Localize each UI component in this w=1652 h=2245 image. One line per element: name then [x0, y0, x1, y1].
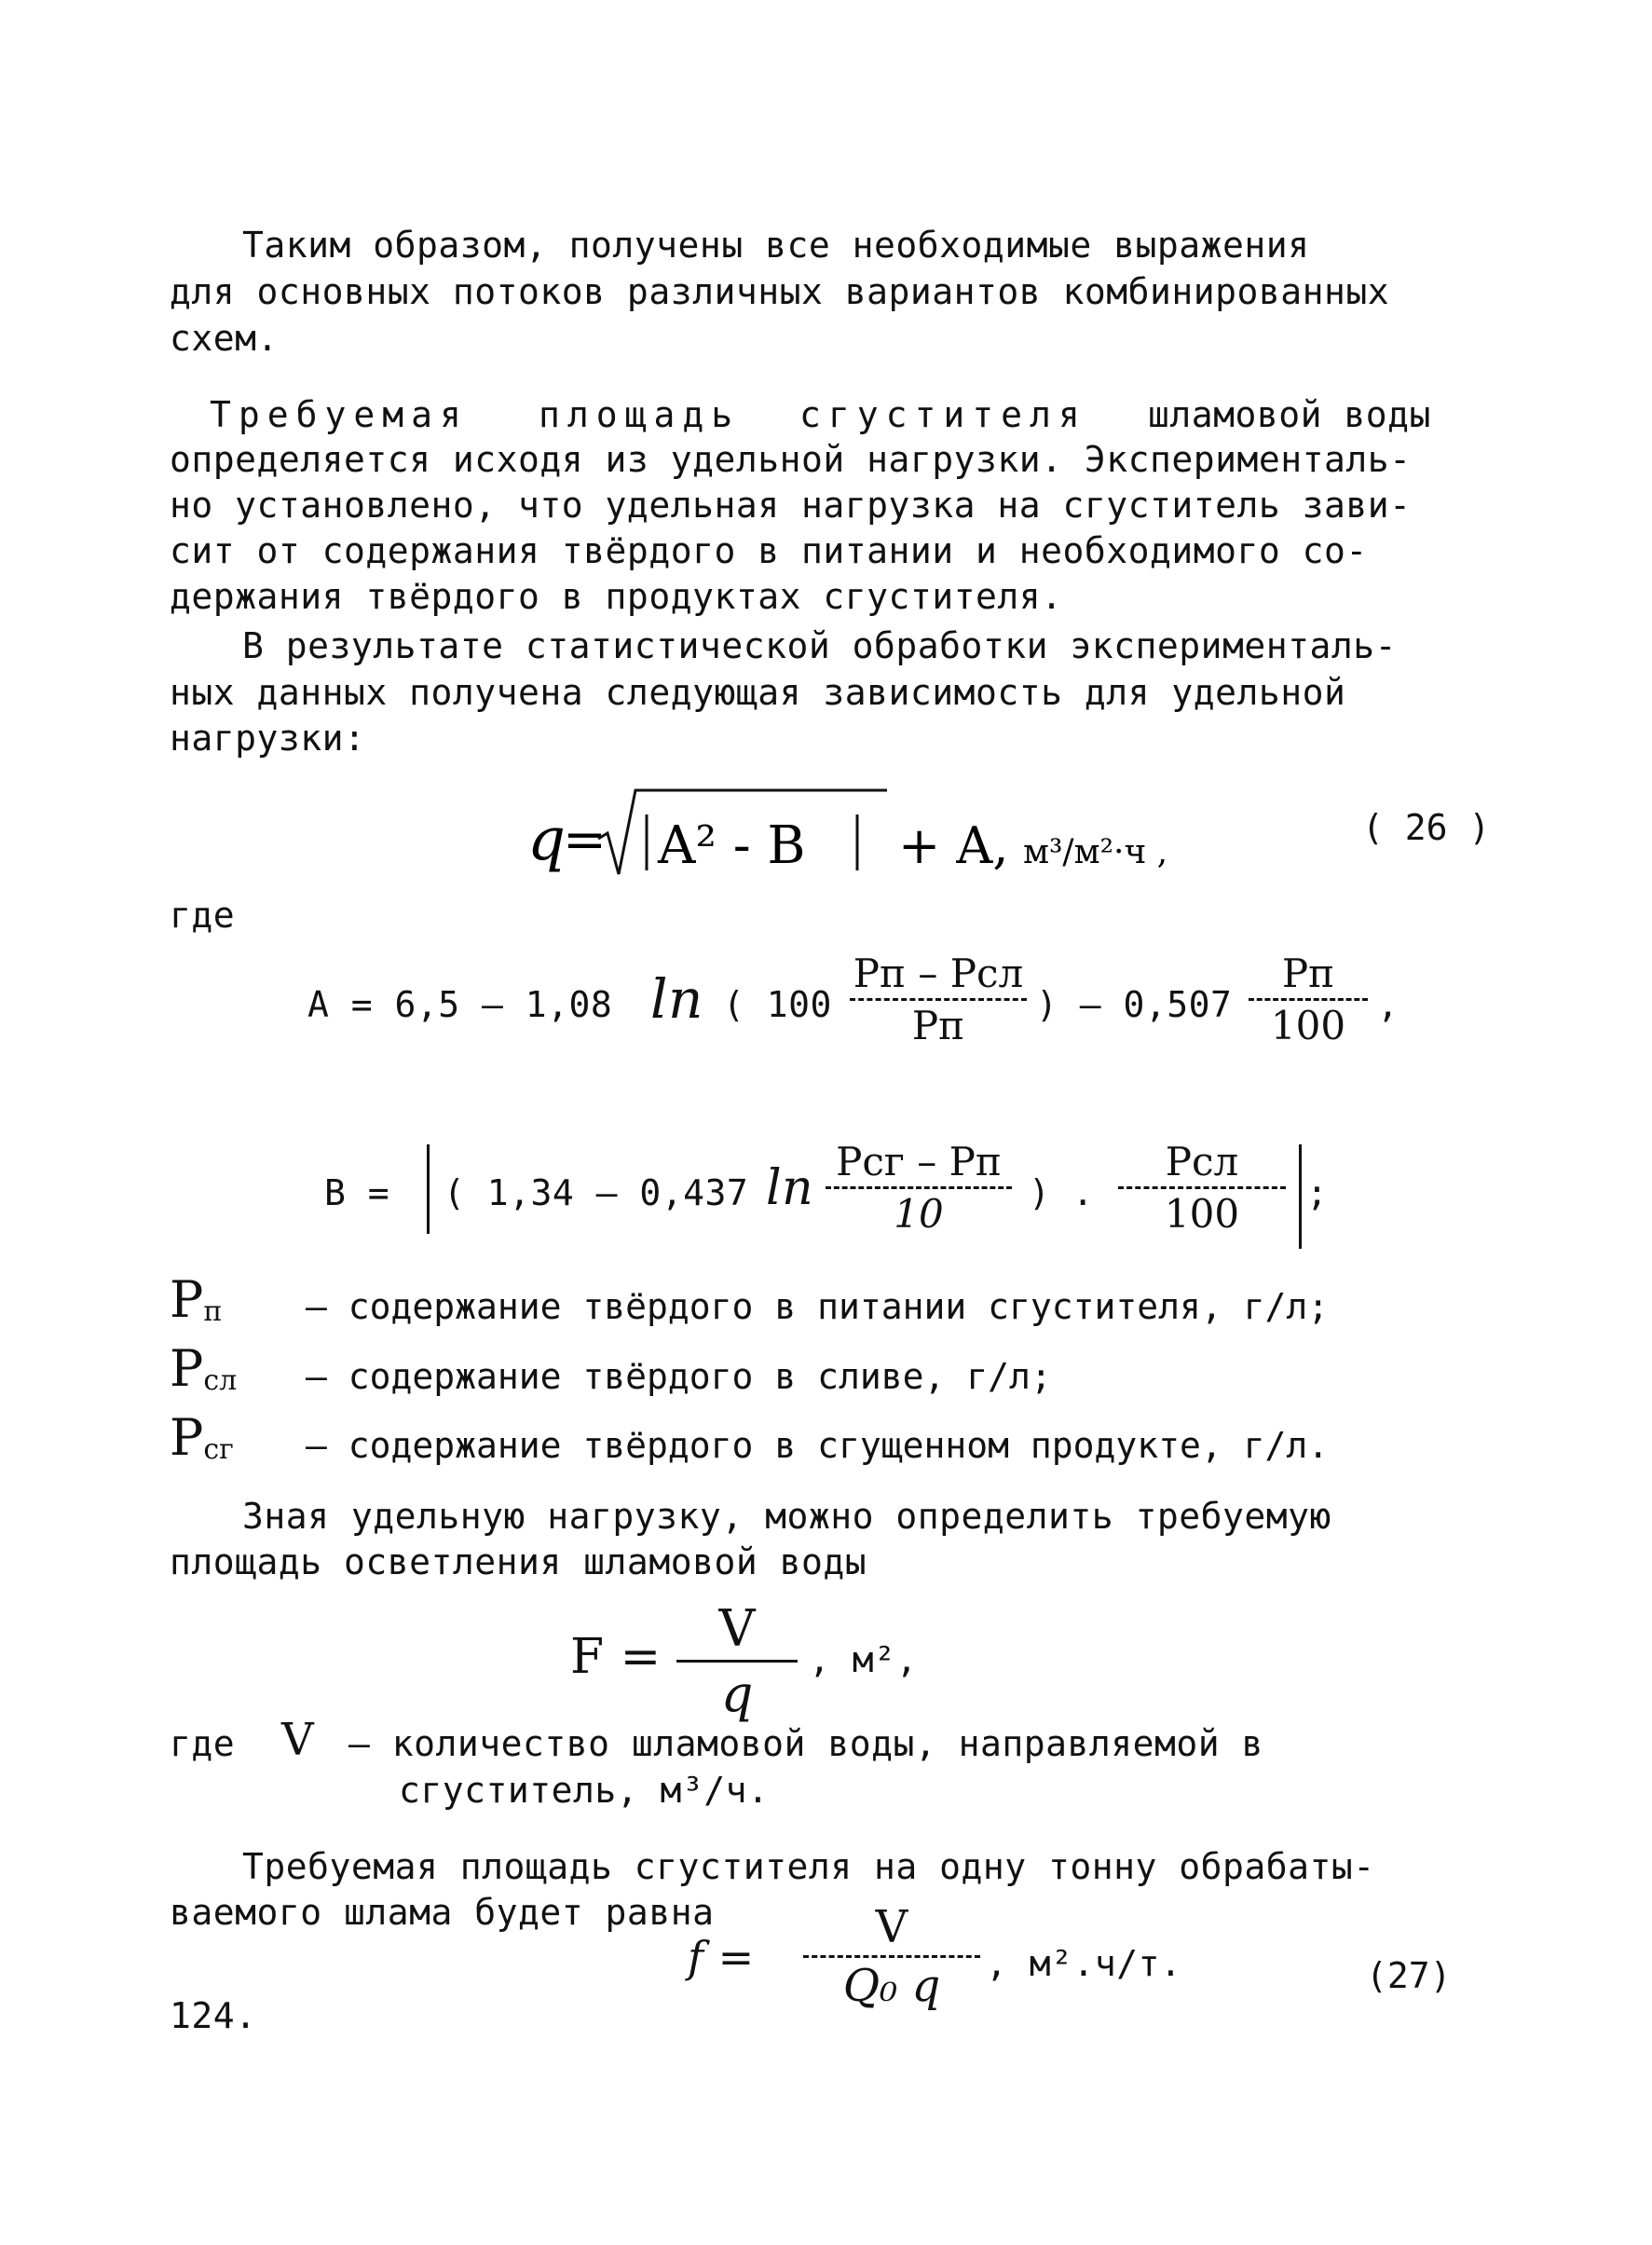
eq26-units: м³/м²·ч , — [1023, 833, 1168, 871]
eqA-den: Pп — [911, 1003, 965, 1048]
where-label-2: где — [170, 1723, 236, 1764]
para2-line1-rest: шламовой воды — [1148, 394, 1431, 435]
abs-bar-left — [427, 1144, 430, 1234]
eqB-fraction-1 — [826, 1139, 1012, 1237]
v-symbol: V — [281, 1714, 315, 1766]
eqA-open: ( 100 — [723, 984, 832, 1025]
eqA-num: Pп – Pсл — [853, 951, 1024, 996]
def-symbol-psg: $P_{сг}$ — [170, 1408, 234, 1467]
eqB-fraction-2 — [1118, 1139, 1286, 1237]
eqA-den2: 100 — [1270, 1003, 1346, 1048]
eq27-den: Q₀ q — [842, 1960, 941, 2012]
def-text-psl: – содержание твёрдого в сливе, г/л; — [306, 1356, 1052, 1397]
para3-line2: ных данных получена следующая зависимость для удельной — [170, 672, 1346, 713]
eqA-fraction-2 — [1249, 951, 1368, 1048]
eq27-lhs: f = — [688, 1932, 755, 1982]
eq27-fraction — [803, 1901, 980, 2012]
para2-line4: сит от содержания твёрдого в питании и необходимого со- — [170, 530, 1368, 571]
eq27-units: , м².ч/т. — [986, 1943, 1182, 1984]
def-symbol-pp: $P_п$ — [170, 1270, 223, 1329]
eqB-ln: ln — [766, 1160, 814, 1216]
eqB-open: ( 1,34 – 0,437 — [444, 1172, 749, 1213]
svg-text:=: = — [563, 810, 607, 870]
para2-line2: определяется исходя из удельной нагрузки. Эксперименталь- — [170, 439, 1412, 480]
eq26-radicand: A² - B — [658, 815, 806, 876]
para2-line5: держания твёрдого в продуктах сгустителя. — [170, 576, 1063, 617]
eq26-number: ( 26 ) — [1362, 807, 1491, 848]
eq27-number: (27) — [1366, 1955, 1452, 1996]
abs-bar-right — [1299, 1144, 1302, 1249]
para2-word1: Требуемая — [210, 394, 469, 435]
para5-line2: ваемого шлама будет равна — [170, 1892, 715, 1933]
eqB-den: 10 — [894, 1191, 944, 1237]
para1-line2: для основных потоков различных вариантов комбинированных — [170, 271, 1390, 312]
def-text-psg: – содержание твёрдого в сгущенном продукте, г/л. — [306, 1425, 1330, 1466]
where-label-1: где — [170, 895, 236, 936]
eqB-den2: 100 — [1164, 1191, 1240, 1237]
eqB-close: ) . — [1029, 1172, 1095, 1213]
eqA-lhs: A = 6,5 – 1,08 — [307, 984, 613, 1025]
para2-word3: сгустителя — [799, 394, 1087, 435]
eqF-lhs: F = — [570, 1629, 662, 1685]
equation-26 — [522, 773, 1472, 885]
eqA-num2: Pп — [1281, 951, 1335, 996]
v-definition-line2: сгуститель, м³/ч. — [399, 1770, 770, 1811]
eqF-units: , м², — [809, 1639, 918, 1680]
para2-word2: площадь — [539, 394, 741, 435]
def-symbol-psl: $P_{сл}$ — [170, 1339, 238, 1398]
def-text-pp: – содержание твёрдого в питании сгустителя, г/л; — [306, 1286, 1330, 1327]
eqF-fraction — [676, 1599, 798, 1723]
page-number: 124. — [170, 1995, 257, 2036]
v-definition-line1: – количество шламовой воды, направляемой в — [348, 1723, 1263, 1764]
para2-line3: но установлено, что удельная нагрузка на сгуститель зави- — [170, 485, 1412, 526]
eq26-lhs: q — [527, 805, 566, 874]
eqA-fraction-1 — [850, 951, 1027, 1048]
eqB-num: Pсг – Pп — [836, 1139, 1002, 1184]
eqB-num2: Pсл — [1165, 1139, 1239, 1184]
para4-line2: площадь осветления шламовой воды — [170, 1541, 867, 1582]
para4-line1: Зная удельную нагрузку, можно определить требуемую — [242, 1496, 1331, 1537]
eq27-num: V — [875, 1901, 908, 1953]
para5-line1: Требуемая площадь сгустителя на одну тонну обрабаты- — [242, 1846, 1375, 1887]
eqF-den: q — [720, 1664, 754, 1723]
para3-line3: нагрузки: — [170, 718, 366, 759]
eqA-end: , — [1377, 984, 1399, 1025]
para3-line1: В результате статистической обработки эксперименталь- — [242, 625, 1398, 666]
para1-line1: Таким образом, получены все необходимые выражения — [242, 225, 1310, 266]
para1-line3: схем. — [170, 318, 279, 359]
eqA-ln: ln — [650, 967, 703, 1031]
eqF-num: V — [718, 1599, 756, 1658]
eq26-plus: + A, — [898, 816, 1009, 875]
eqB-lhs: B = — [324, 1172, 390, 1213]
eqA-close: ) – 0,507 — [1036, 984, 1233, 1025]
eqB-end: ; — [1306, 1172, 1329, 1213]
